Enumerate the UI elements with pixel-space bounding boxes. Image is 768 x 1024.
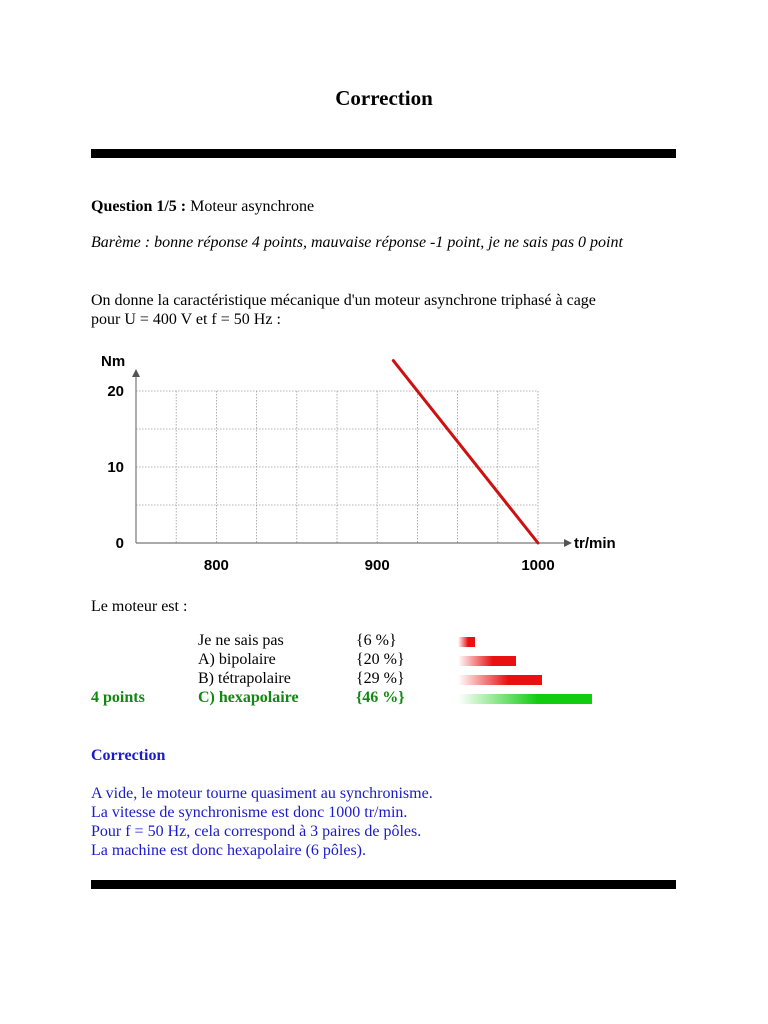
- y-tick-label: 20: [107, 383, 124, 400]
- x-axis-label: tr/min: [574, 535, 616, 552]
- answer-row: [0, 651, 768, 670]
- answer-row: [0, 632, 768, 651]
- correction-line: Pour f = 50 Hz, cela correspond à 3 paires de pôles.: [91, 823, 422, 840]
- answer-percent: {29 %}: [356, 670, 405, 687]
- correction-line: A vide, le moteur tourne quasiment au synchronisme.: [91, 785, 433, 802]
- top-divider: [91, 149, 676, 158]
- x-tick-label: 800: [203, 557, 229, 574]
- chart-labels: [101, 353, 616, 574]
- chart-axes: [132, 369, 572, 547]
- answer-bar: [458, 637, 475, 647]
- answer-percent: {6 %}: [356, 632, 397, 649]
- torque-speed-chart: [90, 345, 650, 585]
- answer-row-correct: [0, 689, 768, 708]
- question-topic: Moteur asynchrone: [190, 198, 315, 215]
- intro-line: pour U = 400 V et f = 50 Hz :: [91, 311, 281, 328]
- x-axis-arrow: [564, 539, 572, 547]
- correction-line: La machine est donc hexapolaire (6 pôles).: [91, 842, 366, 859]
- y-tick-label: 10: [107, 459, 124, 476]
- answer-bar: [458, 675, 542, 685]
- chart-series: [393, 361, 538, 543]
- torque-curve: [393, 361, 538, 543]
- bottom-divider: [91, 880, 676, 889]
- y-tick-label: 0: [115, 535, 124, 552]
- answer-bar: [458, 656, 516, 666]
- page-title: Correction: [335, 86, 433, 110]
- scoring-rules: Barème : bonne réponse 4 points, mauvaise réponse -1 point, je ne sais pas 0 point: [91, 234, 623, 251]
- answer-row: [0, 670, 768, 689]
- y-axis-arrow: [132, 369, 140, 377]
- answer-label: Je ne sais pas: [198, 632, 284, 649]
- correction-text: [91, 784, 433, 860]
- answer-percent: {46 %}: [356, 689, 405, 706]
- question-number: Question 1/5 :: [91, 198, 187, 215]
- answer-percent: {20 %}: [356, 651, 405, 668]
- x-tick-label: 900: [364, 557, 390, 574]
- correction-title: Correction: [91, 747, 166, 764]
- answers-prompt: Le moteur est :: [91, 598, 188, 615]
- question-intro: [91, 291, 691, 329]
- answer-points: 4 points: [91, 689, 145, 706]
- intro-line: On donne la caractéristique mécanique d'un moteur asynchrone triphasé à cage: [91, 292, 596, 309]
- x-tick-label: 1000: [521, 557, 555, 574]
- question-header: [91, 198, 314, 216]
- answer-label: C) hexapolaire: [198, 689, 299, 706]
- answer-label: A) bipolaire: [198, 651, 276, 668]
- answer-label: B) tétrapolaire: [198, 670, 291, 687]
- answer-bar: [458, 694, 592, 704]
- y-axis-label: Nm: [101, 353, 126, 370]
- correction-line: La vitesse de synchronisme est donc 1000 tr/min.: [91, 804, 408, 821]
